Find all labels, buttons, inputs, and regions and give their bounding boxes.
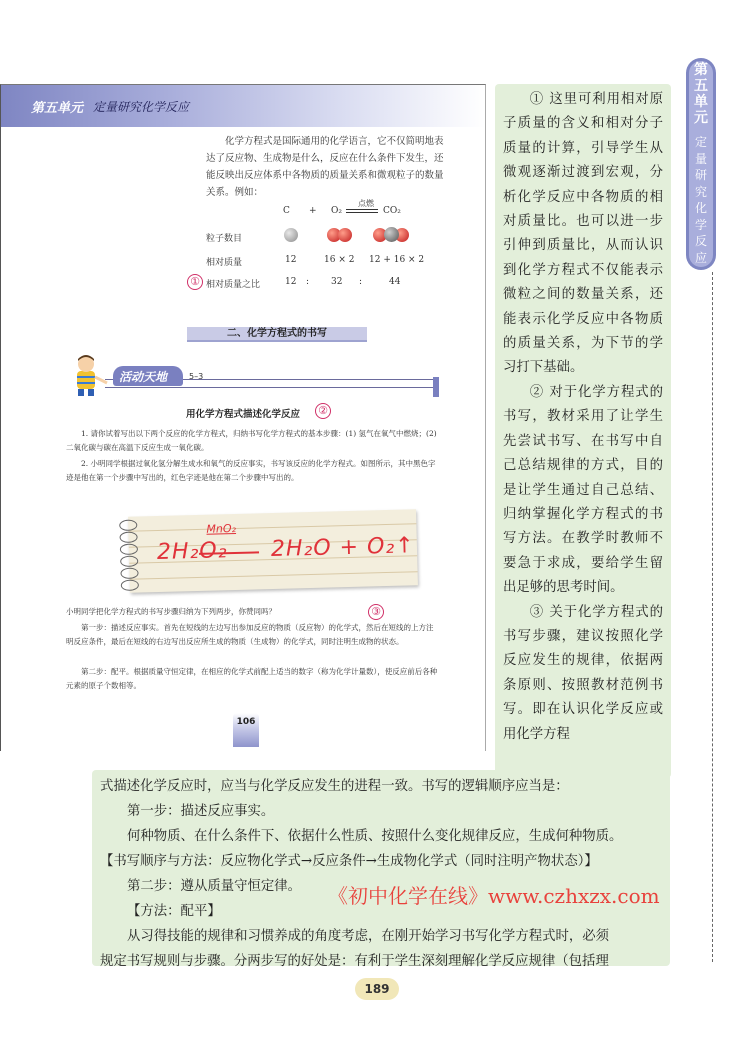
equation-o2: O₂ [331,206,342,216]
notebook-card [128,509,418,593]
continuation-line: 式描述化学反应时，应当与化学反应发生的进程一致。书写的逻辑顺序应当是： [100,779,569,794]
handwritten-catalyst: MnO₂ [206,521,237,536]
page-number: 189 [355,978,399,1000]
teacher-notes [503,88,663,747]
spiral-ring-icon [120,544,138,555]
continuation-line: 【方法：配平】 [127,904,221,919]
handwritten-products: 2H₂O + O₂↑ [270,533,415,563]
activity-paragraph-1: 1. 请你试着写出以下两个反应的化学方程式，归纳书写化学方程式的基本步骤：(1) 氢气在氧气中燃烧；(2) 二氧化碳与碳在高温下反应生成一氧化碳。 [66,429,437,452]
unit-header-bar [1,85,485,127]
continuation-line: 从习得技能的规律和习惯养成的角度考虑，在刚开始学习书写化学方程式时，必须 [127,929,610,944]
ratio-separator: : [359,277,363,287]
activity-title: 活动天地 [119,370,168,384]
activity-heading: 用化学方程式描述化学反应 [186,409,301,420]
ratio-value: 44 [389,277,401,287]
step-one-paragraph: 第一步：描述反应事实。首先在短线的左边写出参加反应的物质（反应物）的化学式，然后在短线的上方注明反应条件，最后在短线的右边写出反应所生成的物质（生成物）的化学式，同时注明生成物的状态。 [66,623,434,646]
textbook-page [0,84,486,751]
unit-subtitle: 定量研究化学反应 [93,100,190,114]
carbon-atom-icon [384,227,399,242]
marker-3: ③ [368,604,384,620]
student-illustration-icon [63,353,111,397]
carbon-atom-icon [284,228,298,242]
question-text: 小明同学把化学方程式的书写步骤归纳为下列两步，你赞同吗？ [66,607,276,616]
mass-value-o2: 16 × 2 [324,255,355,265]
equation-plus: + [309,206,317,216]
teacher-note-1: ① 这里可利用相对原子质量的含义和相对分子质量的计算，引导学生从微观逐渐过渡到宏观，分析化学反应中各物质的相对质量比。也可以进一步引伸到质量比，从而认识到化学方程式不仅能表示微粒之间的数量关系，还能表示化学反应中各物质的质量关系，为下节的学习打下基础。 [503,92,663,376]
mass-value-c: 12 [285,255,297,265]
marker-1: ① [187,274,203,290]
watermark: 《初中化学在线》www.czhxzx.com [328,884,660,908]
activity-paragraph-2: 2. 小明同学根据过氧化氢分解生成水和氧气的反应事实，书写该反应的化学方程式。如图所示，其中黑色字迹是他在第一个步骤中写出的，红色字迹是他在第二个步骤中写出的。 [66,459,436,482]
equation-co2: CO₂ [383,206,401,216]
activity-bar-end [433,377,439,397]
ratio-separator: : [306,277,310,287]
continuation-line: 第二步：遵从质量守恒定律。 [127,879,302,894]
oxygen-atom-icon [338,228,352,242]
handwritten-arrow [199,551,259,555]
continuation-line: 【书写顺序与方法：反应物化学式→反应条件→生成物化学式（同时注明产物状态）】 [100,854,598,869]
teacher-note-3: ③ 关于化学方程式的书写步骤，建议按照化学反应发生的规律，依据两条原则、按照教材范例书写。即在认识化学反应或用化学方程 [503,604,663,742]
continuation-text [100,774,666,974]
ratio-value: 12 [285,277,297,287]
spiral-ring-icon [120,556,138,567]
mass-value-co2: 12 + 16 × 2 [369,255,425,265]
unit-title: 第五单元 [31,101,84,116]
margin-dashed-line [712,272,713,962]
mass-ratio-label: 相对质量之比 [206,280,261,290]
unit-tab-title: 第五单元 [694,62,708,126]
unit-tab-subtitle: 定量研究化学反应 [694,135,707,265]
relative-mass-label: 相对质量 [206,258,243,268]
continuation-line: 规定书写规则与步骤。分两步写的好处是：有利于学生深刻理解化学反应规律（包括理 [100,954,609,969]
spiral-ring-icon [119,532,137,543]
equation-condition: 点燃 [358,199,374,208]
equation-arrow [346,209,378,213]
handwritten-reactant: 2H₂O₂ [156,538,228,566]
inner-page-number-tab [233,713,259,747]
teacher-note-2: ② 对于化学方程式的书写，教材采用了让学生先尝试书写、在书写中自己总结规律的方式，目的是让学生通过自己总结、归纳掌握化学方程式的书写方法。在教学时教师不要急于求成，要给学生留出足够的思考时间。 [503,384,663,596]
ratio-value: 32 [331,277,343,287]
section-title: 二、化学方程式的书写 [187,327,367,342]
intro-paragraph: 化学方程式是国际通用的化学语言，它不仅简明地表达了反应物、生成物是什么，反应在什么条件下发生，还能反映出反应体系中各物质的质量关系和微观粒子的数量关系。例如： [206,136,444,198]
step-two-paragraph: 第二步：配平。根据质量守恒定律，在相应的化学式前配上适当的数字（称为化学计量数），使反应前后各种元素的原子个数相等。 [66,667,438,690]
spiral-ring-icon [119,520,137,531]
spiral-ring-icon [120,568,138,579]
equation-c: C [283,206,290,216]
particle-count-label: 粒子数目 [206,234,243,244]
continuation-line: 何种物质、在什么条件下、依据什么性质、按照什么变化规律反应，生成何种物质。 [127,829,623,844]
inner-page-number: 106 [236,717,256,727]
spiral-ring-icon [121,580,139,591]
activity-number: 5–3 [189,372,204,381]
continuation-line: 第一步：描述反应事实。 [127,804,275,819]
marker-2: ② [315,403,331,419]
